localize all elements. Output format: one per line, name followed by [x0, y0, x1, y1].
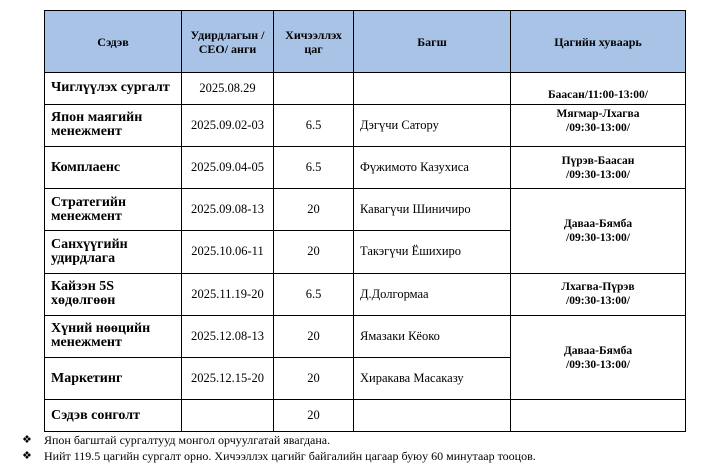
date-cell: 2025.08.29: [182, 73, 274, 105]
teacher-cell: Такэгүчи Ёшихиро: [354, 231, 511, 273]
hours-cell: 20: [274, 400, 354, 432]
topic-cell: Санхүүгийн удирдлага: [45, 231, 182, 273]
hours-cell: 6.5: [274, 146, 354, 188]
schedule-days: Мягмар-Лхагва: [556, 107, 640, 120]
diamond-bullet-icon: ❖: [22, 450, 32, 462]
schedule-table: [44, 10, 686, 432]
schedule-cell: Баасан/11:00-13:00/: [511, 73, 686, 105]
table-row: [45, 400, 686, 432]
schedule-days: Лхагва-Пүрэв: [561, 281, 635, 294]
date-cell: 2025.09.08-13: [182, 189, 274, 231]
topic-cell: Чиглүүлэх сургалт: [45, 73, 182, 105]
table-row: [45, 315, 686, 357]
schedule-cell: [511, 104, 686, 146]
table-row: [45, 146, 686, 188]
note-item: [22, 448, 536, 464]
header-row: [45, 11, 686, 73]
date-cell: 2025.12.08-13: [182, 315, 274, 357]
date-cell: [182, 400, 274, 432]
schedule-days: Пүрэв-Баасан: [561, 154, 635, 167]
schedule-cell: [511, 189, 686, 273]
table-row: [45, 273, 686, 315]
table-row: [45, 73, 686, 105]
date-cell: 2025.09.02-03: [182, 104, 274, 146]
diamond-bullet-icon: ❖: [22, 434, 32, 446]
schedule-cell: [511, 146, 686, 188]
topic-cell: Сэдэв сонголт: [45, 400, 182, 432]
teacher-cell: Ямазаки Кёоко: [354, 315, 511, 357]
topic-cell: Стратегийн менежмент: [45, 189, 182, 231]
date-cell: 2025.11.19-20: [182, 273, 274, 315]
note-text: Япон багштай сургалтууд монгол орчуулгатай явагдана.: [44, 433, 331, 447]
teacher-cell: Кавагүчи Шиничиро: [354, 189, 511, 231]
hours-cell: 6.5: [274, 273, 354, 315]
topic-cell: Япон маягийн менежмент: [45, 104, 182, 146]
header-topic: Сэдэв: [45, 11, 182, 73]
schedule-time: /09:30-13:00/: [566, 168, 630, 181]
topic-cell: Кайзэн 5S хөдөлгөөн: [45, 273, 182, 315]
notes: [22, 432, 536, 464]
schedule-time: /09:30-13:00/: [566, 295, 630, 308]
schedule-cell: [511, 315, 686, 399]
hours-cell: 20: [274, 189, 354, 231]
topic-cell: Хүний нөөцийн менежмент: [45, 315, 182, 357]
topic-cell: Комплаенс: [45, 146, 182, 188]
note-item: [22, 432, 536, 448]
hours-cell: 20: [274, 315, 354, 357]
schedule-time: /09:30-13:00/: [566, 358, 630, 371]
date-cell: 2025.12.15-20: [182, 358, 274, 400]
teacher-cell: Фүжимото Казухиса: [354, 146, 511, 188]
hours-cell: [274, 73, 354, 105]
teacher-cell: [354, 400, 511, 432]
schedule-time: /09:30-13:00/: [566, 121, 630, 134]
header-schedule: Цагийн хуваарь: [511, 11, 686, 73]
teacher-cell: Хиракава Масаказу: [354, 358, 511, 400]
header-teacher: Багш: [354, 11, 511, 73]
schedule-days: Даваа-Бямба: [563, 217, 633, 230]
teacher-cell: [354, 73, 511, 105]
header-hours: Хичээллэх цаг: [274, 11, 354, 73]
hours-cell: 20: [274, 358, 354, 400]
date-cell: 2025.10.06-11: [182, 231, 274, 273]
note-text: Нийт 119.5 цагийн сургалт орно. Хичээллэх цагийг байгалийн цагаар буюу 60 минутаар тооцов.: [44, 449, 536, 463]
header-date: Удирдлагын /СЕО/ анги: [182, 11, 274, 73]
date-cell: 2025.09.04-05: [182, 146, 274, 188]
topic-cell: Маркетинг: [45, 358, 182, 400]
hours-cell: 6.5: [274, 104, 354, 146]
schedule-cell: [511, 400, 686, 432]
teacher-cell: Д.Долгормаа: [354, 273, 511, 315]
schedule-time: /09:30-13:00/: [566, 231, 630, 244]
hours-cell: 20: [274, 231, 354, 273]
schedule-days: Даваа-Бямба: [563, 344, 633, 357]
table-row: [45, 104, 686, 146]
schedule-cell: [511, 273, 686, 315]
table-row: [45, 189, 686, 231]
teacher-cell: Дэгүчи Сатору: [354, 104, 511, 146]
